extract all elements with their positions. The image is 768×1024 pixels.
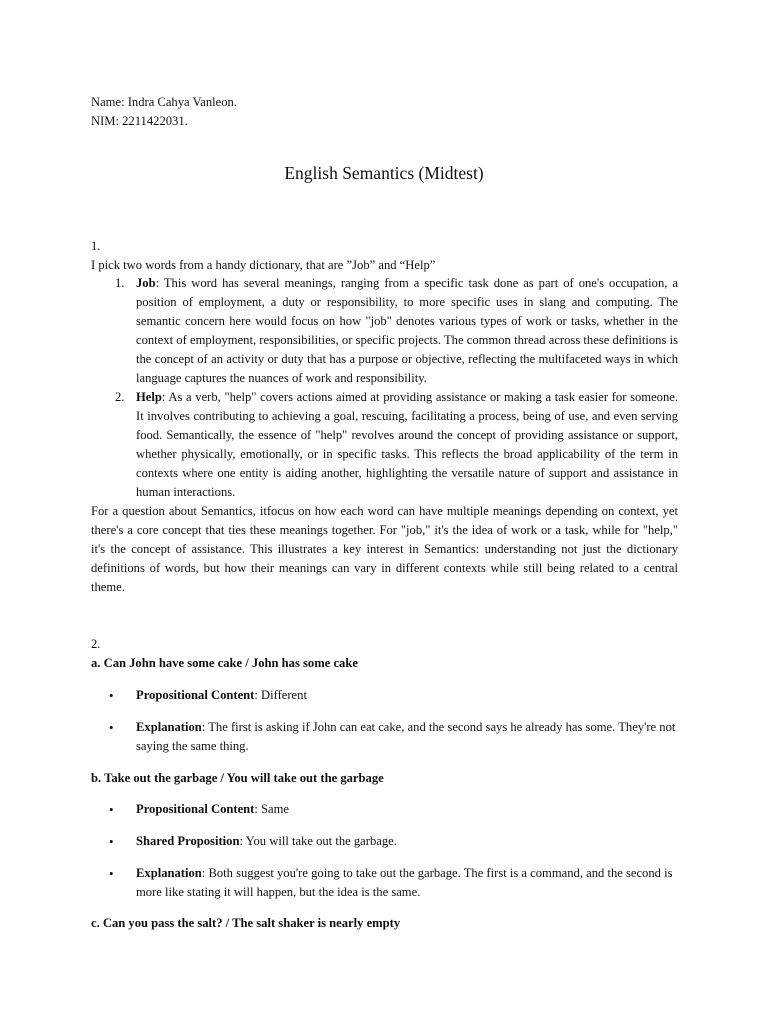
part-a-heading: a. Can John have some cake / John has some cake bbox=[91, 656, 358, 670]
list-item-body bbox=[136, 388, 678, 502]
bullet-item bbox=[109, 686, 679, 705]
bullet-icon: • bbox=[109, 866, 114, 881]
bullet-item bbox=[109, 718, 679, 756]
list-marker: 2. bbox=[115, 390, 125, 404]
bullet-text: Explanation: Both suggest you're going to take out the garbage. The first is a command, and the second is more like stating it will happen, but the idea is the same. bbox=[136, 866, 673, 899]
question-2-number: 2. bbox=[91, 637, 101, 651]
list-item-body bbox=[136, 274, 678, 388]
term-label: Job bbox=[136, 276, 156, 290]
term-definition: : This word has several meanings, ranging from a specific task done as part of one's occupation, a position of employment, a duty or responsibility, to more specific uses in slang and computing. The semantic concern here would focus on how "job" denotes various types of work or tasks, whether in the context of employment, responsibilities, or specific projects. The common thread across these definitions is the concept of an activity or duty that has a purpose or objective, reflecting the multifaceted ways in which language captures the nuances of work and responsibility. bbox=[136, 276, 678, 385]
question-1-number: 1. bbox=[91, 239, 101, 253]
bullet-label: Shared Proposition bbox=[136, 834, 240, 848]
bullet-icon: • bbox=[109, 834, 114, 849]
bullet-text: Propositional Content: Different bbox=[136, 688, 307, 702]
term-label: Help bbox=[136, 390, 162, 404]
bullet-icon: • bbox=[109, 720, 114, 735]
page-title: English Semantics (Midtest) bbox=[284, 163, 484, 183]
student-nim: NIM: 2211422031. bbox=[91, 114, 188, 128]
bullet-label: Propositional Content bbox=[136, 688, 255, 702]
bullet-icon: • bbox=[109, 688, 114, 703]
bullet-text: Shared Proposition: You will take out the garbage. bbox=[136, 834, 397, 848]
list-item-job bbox=[96, 274, 678, 388]
bullet-label: Explanation bbox=[136, 720, 202, 734]
part-c-heading: c. Can you pass the salt? / The salt shaker is nearly empty bbox=[91, 916, 401, 930]
question-1-intro: I pick two words from a handy dictionary, that are ”Job” and “Help” bbox=[91, 258, 436, 272]
list-marker: 1. bbox=[115, 276, 125, 290]
term-definition: : As a verb, "help" covers actions aimed at providing assistance or making a task easier for someone. It involves contributing to achieving a goal, rescuing, facilitating a process, being of use, and even serving food. Semantically, the essence of "help" revolves around the concept of providing assistance or support, whether physically, emotionally, or in specific tasks. This reflects the broad applicability of the term in contexts where one entity is aiding another, highlighting the versatile nature of support and assistance in human interactions. bbox=[136, 390, 678, 499]
part-b-heading: b. Take out the garbage / You will take out the garbage bbox=[91, 771, 384, 785]
bullet-item bbox=[109, 832, 679, 851]
list-item-help bbox=[96, 388, 678, 502]
question-1-conclusion: For a question about Semantics, itfocus on how each word can have multiple meanings depending on context, yet there's a core concept that ties these meanings together. For "job," it's the idea of work or a task, while for "help," it's the concept of assistance. This illustrates a key interest in Semantics: understanding not just the dictionary definitions of words, but how their meanings can vary in different contexts while still being related to a central theme. bbox=[91, 504, 678, 594]
bullet-label: Propositional Content bbox=[136, 802, 255, 816]
bullet-label: Explanation bbox=[136, 866, 202, 880]
bullet-item bbox=[109, 800, 679, 819]
student-name: Name: Indra Cahya Vanleon. bbox=[91, 95, 237, 109]
bullet-text: Propositional Content: Same bbox=[136, 802, 290, 816]
bullet-icon: • bbox=[109, 802, 114, 817]
bullet-item bbox=[109, 864, 679, 902]
bullet-text: Explanation: The first is asking if John can eat cake, and the second says he already has some. They're not saying the same thing. bbox=[136, 720, 676, 753]
